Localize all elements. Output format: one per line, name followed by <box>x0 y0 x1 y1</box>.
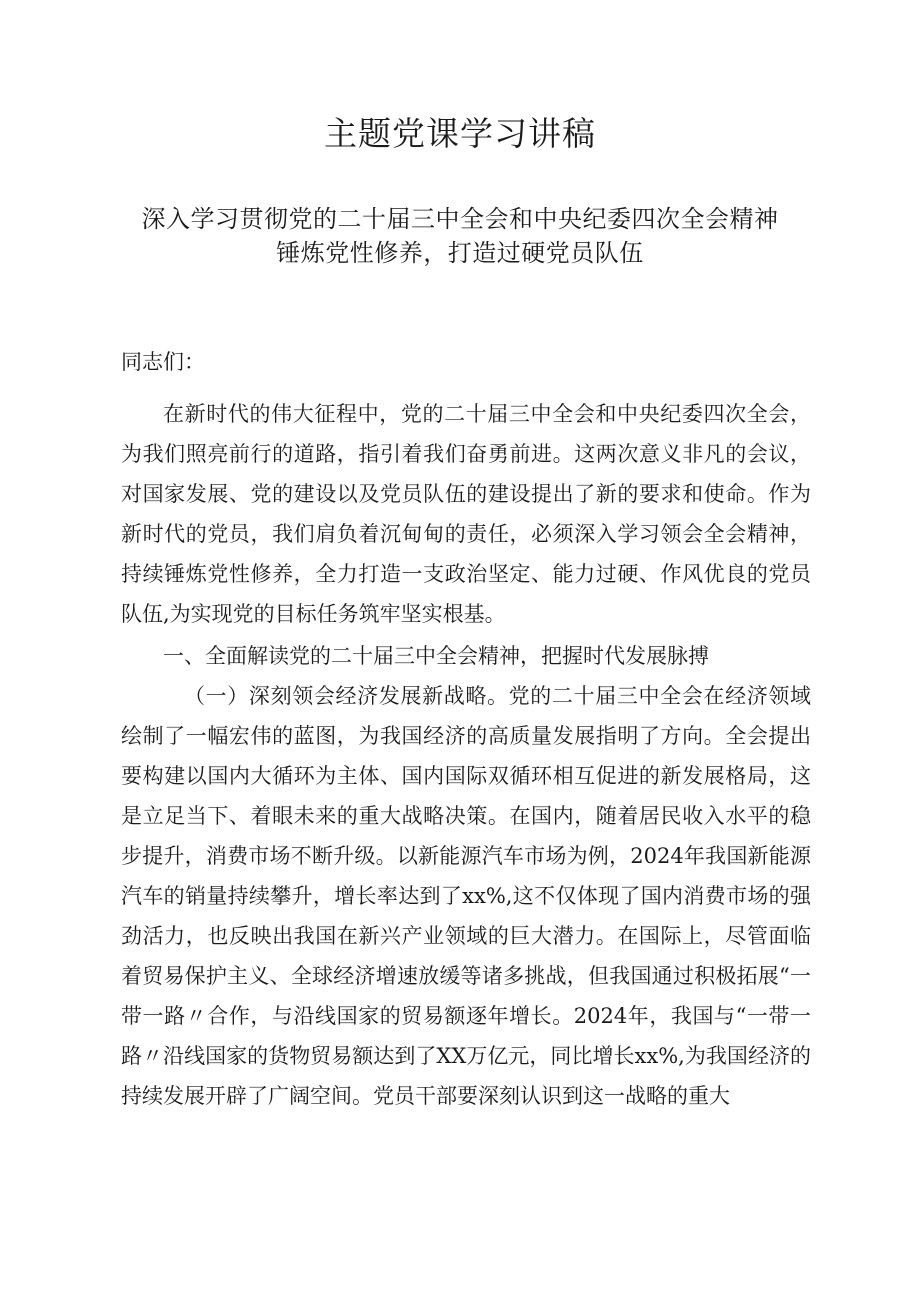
document-title: 主题党课学习讲稿 <box>324 114 596 153</box>
document-subtitle-line-1: 深入学习贯彻党的二十届三中全会和中央纪委四次全会精神 <box>141 205 779 233</box>
document-body <box>121 342 811 1116</box>
subsection-paragraph-1: （一）深刻领会经济发展新战略。党的二十届三中全会在经济领域绘制了一幅宏伟的蓝图，为我国经济的高质量发展指明了方向。全会提出要构建以国内大循环为主体、国内国际双循环相互促进的新发展格局，这是立足当下、着眼未来的重大战略决策。在国内，随着居民收入水平的稳步提升，消费市场不断升级。以新能源汽车市场为例，2024年我国新能源汽车的销量持续攀升，增长率达到了xx%,这不仅体现了国内消费市场的强劲活力，也反映出我国在新兴产业领域的巨大潜力。在国际上，尽管面临着贸易保护主义、全球经济增速放缓等诸多挑战，但我国通过积极拓展“一带一路〃合作，与沿线国家的贸易额逐年增长。2024年，我国与“一带一路〃沿线国家的货物贸易额达到了XX万亿元，同比增长xx%,为我国经济的持续发展开辟了广阔空间。党员干部要深刻认识到这一战略的重大 <box>121 684 811 1108</box>
intro-paragraph: 在新时代的伟大征程中，党的二十届三中全会和中央纪委四次全会，为我们照亮前行的道路，指引着我们奋勇前进。这两次意义非凡的会议，对国家发展、党的建设以及党员队伍的建设提出了新的要求和使命。作为新时代的党员，我们肩负着沉甸甸的责任，必须深入学习领会全会精神，持续锤炼党性修养，全力打造一支政治坚定、能力过硬、作风优良的党员队伍,为实现党的目标任务筑牢坚实根基。 <box>121 402 811 626</box>
section-heading-1: 一、全面解读党的二十届三中全会精神，把握时代发展脉搏 <box>163 644 709 668</box>
document-subtitle-line-2: 锤炼党性修养，打造过硬党员队伍 <box>276 239 644 267</box>
greeting: 同志们： <box>121 350 205 374</box>
